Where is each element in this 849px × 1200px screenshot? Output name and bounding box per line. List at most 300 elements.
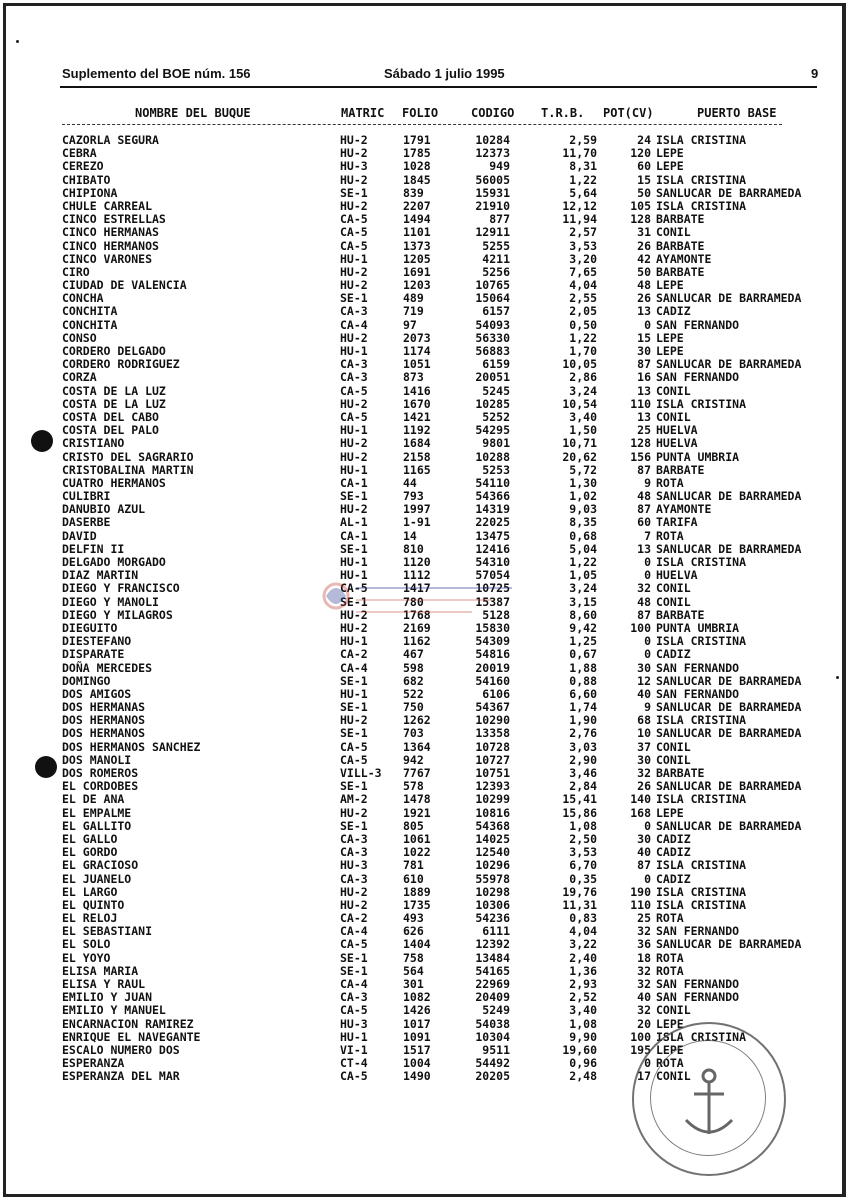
codigo-cell: 10296	[475, 858, 510, 873]
port-cell: ISLA CRISTINA	[656, 897, 747, 912]
pot-cell: 105	[630, 198, 651, 213]
port-cell: SAN FERNANDO	[656, 660, 740, 675]
pot-cell: 0	[644, 871, 651, 886]
matric-cell: CA-3	[340, 831, 368, 846]
vessel-name: CORDERO DELGADO	[62, 344, 166, 358]
trb-cell: 2,55	[569, 291, 597, 306]
folio-cell: 1082	[403, 990, 431, 1005]
port-cell: CADIZ	[656, 647, 691, 662]
matric-cell: HU-3	[340, 858, 368, 873]
table-row	[0, 187, 849, 200]
trb-cell: 1,22	[569, 172, 597, 187]
pot-cell: 0	[644, 647, 651, 662]
port-cell: SANLUCAR DE BARRAMEDA	[656, 185, 802, 200]
trb-cell: 12,12	[562, 198, 597, 213]
pot-cell: 156	[630, 449, 651, 464]
scan-speck	[836, 676, 839, 679]
trb-cell: 2,93	[569, 977, 597, 991]
trb-cell: 0,35	[569, 871, 597, 886]
anchor-icon	[634, 1024, 784, 1174]
vessel-name: DOS AMIGOS	[62, 686, 132, 701]
vessel-name: DOS HERMANOS	[62, 713, 146, 728]
trb-cell: 0,67	[569, 647, 597, 662]
port-cell: ISLA CRISTINA	[656, 198, 747, 213]
port-cell: CONIL	[656, 581, 691, 596]
port-cell: SANLUCAR DE BARRAMEDA	[656, 673, 802, 688]
vessel-name: CONCHITA	[62, 304, 118, 319]
pot-cell: 10	[637, 726, 651, 741]
table-row	[0, 820, 849, 833]
pot-cell: 25	[637, 423, 651, 438]
folio-cell: 1404	[403, 937, 431, 952]
pot-cell: 30	[637, 752, 651, 767]
vessel-name: EL GALLITO	[62, 818, 132, 833]
folio-cell: 1785	[403, 146, 431, 161]
trb-cell: 1,30	[569, 475, 597, 490]
codigo-cell: 10285	[475, 396, 510, 411]
vessel-name: EL DE ANA	[62, 792, 125, 807]
port-cell: SANLUCAR DE BARRAMEDA	[656, 700, 802, 715]
folio-cell: 1192	[403, 423, 431, 438]
pot-cell: 48	[637, 594, 651, 609]
folio-cell: 1889	[403, 884, 431, 899]
matric-cell: SE-1	[340, 541, 368, 556]
codigo-cell: 56330	[475, 330, 510, 345]
matric-cell: SE-1	[340, 489, 368, 504]
pot-cell: 0	[644, 818, 651, 833]
port-cell: CONIL	[656, 752, 691, 767]
table-row	[0, 385, 849, 398]
port-cell: SAN FERNANDO	[656, 977, 740, 991]
pot-cell: 24	[637, 133, 651, 147]
pot-cell: 0	[644, 568, 651, 583]
trb-cell: 3,40	[569, 409, 597, 424]
folio-cell: 1120	[403, 555, 431, 569]
pot-cell: 168	[630, 805, 651, 820]
matric-cell: HU-1	[340, 568, 368, 583]
vessel-name: CEREZO	[62, 159, 104, 174]
trb-cell: 5,04	[569, 541, 597, 556]
trb-cell: 11,31	[562, 897, 597, 912]
port-cell: AYAMONTE	[656, 502, 712, 517]
trb-cell: 1,74	[569, 700, 597, 715]
matric-cell: HU-1	[340, 423, 368, 438]
folio-cell: 1921	[403, 805, 431, 820]
pot-cell: 0	[644, 317, 651, 332]
archive-watermark	[322, 566, 522, 636]
table-row	[0, 160, 849, 173]
vessel-name: EL CORDOBES	[62, 779, 139, 794]
trb-cell: 19,76	[562, 884, 597, 899]
vessel-name: DASERBE	[62, 515, 111, 530]
folio-cell: 750	[403, 700, 424, 715]
matric-cell: CA-3	[340, 304, 368, 319]
folio-cell: 1494	[403, 212, 431, 227]
matric-cell: SE-1	[340, 726, 368, 741]
codigo-cell: 10725	[475, 581, 510, 596]
port-cell: BARBATE	[656, 212, 705, 227]
codigo-cell: 56005	[475, 172, 510, 187]
trb-cell: 10,54	[562, 396, 597, 411]
matric-cell: CA-3	[340, 990, 368, 1005]
trb-cell: 3,15	[569, 594, 597, 609]
codigo-cell: 54038	[475, 1016, 510, 1031]
matric-cell: CA-5	[340, 739, 368, 754]
punch-hole	[31, 430, 53, 452]
matric-cell: HU-2	[340, 620, 368, 635]
codigo-cell: 15931	[475, 185, 510, 200]
folio-cell: 467	[403, 647, 424, 662]
table-row	[0, 741, 849, 754]
folio-cell: 942	[403, 752, 424, 767]
port-cell: PUNTA UMBRIA	[656, 449, 740, 464]
matric-cell: SE-1	[340, 291, 368, 306]
vessel-name: EL YOYO	[62, 950, 111, 965]
trb-cell: 3,53	[569, 238, 597, 253]
vessel-name: CIUDAD DE VALENCIA	[62, 278, 187, 293]
codigo-cell: 6106	[482, 686, 510, 701]
matric-cell: CA-5	[340, 383, 368, 398]
folio-cell: 2073	[403, 330, 431, 345]
vessel-name: ELISA Y RAUL	[62, 977, 146, 991]
trb-cell: 8,60	[569, 607, 597, 622]
pot-cell: 195	[630, 1042, 651, 1057]
port-cell: SAN FERNANDO	[656, 990, 740, 1005]
vessel-name: ENRIQUE EL NAVEGANTE	[62, 1029, 201, 1044]
pot-cell: 30	[637, 344, 651, 358]
vessel-name: DELFIN II	[62, 541, 125, 556]
matric-cell: HU-2	[340, 713, 368, 728]
pot-cell: 50	[637, 264, 651, 279]
trb-cell: 0,68	[569, 528, 597, 543]
port-cell: SAN FERNANDO	[656, 317, 740, 332]
folio-cell: 1416	[403, 383, 431, 398]
pot-cell: 128	[630, 436, 651, 451]
pot-cell: 0	[644, 555, 651, 569]
folio-cell: 758	[403, 950, 424, 965]
vessel-name: CORZA	[62, 370, 97, 385]
table-row	[0, 807, 849, 820]
vessel-name: EL EMPALME	[62, 805, 132, 820]
vessel-name: CEBRA	[62, 146, 97, 161]
trb-cell: 2,05	[569, 304, 597, 319]
vessel-name: EL RELOJ	[62, 911, 118, 926]
trb-cell: 6,60	[569, 686, 597, 701]
codigo-cell: 10299	[475, 792, 510, 807]
matric-cell: HU-1	[340, 686, 368, 701]
port-cell: BARBATE	[656, 264, 705, 279]
trb-cell: 0,88	[569, 673, 597, 688]
trb-cell: 1,36	[569, 963, 597, 978]
codigo-cell: 54165	[475, 963, 510, 978]
vessel-name: EL QUINTO	[62, 897, 125, 912]
pot-cell: 13	[637, 409, 651, 424]
trb-cell: 8,35	[569, 515, 597, 530]
matric-cell: CA-1	[340, 475, 368, 490]
folio-cell: 839	[403, 185, 424, 200]
matric-cell: SE-1	[340, 963, 368, 978]
vessel-name: DANUBIO AZUL	[62, 502, 146, 517]
vessel-name: EL SOLO	[62, 937, 111, 952]
vessel-name: EL JUANELO	[62, 871, 132, 886]
port-cell: ISLA CRISTINA	[656, 133, 747, 147]
folio-cell: 44	[403, 475, 417, 490]
trb-cell: 9,42	[569, 620, 597, 635]
pot-cell: 87	[637, 858, 651, 873]
port-cell: SANLUCAR DE BARRAMEDA	[656, 937, 802, 952]
codigo-cell: 54236	[475, 911, 510, 926]
folio-cell: 1262	[403, 713, 431, 728]
vessel-name: DIEGO Y MILAGROS	[62, 607, 173, 622]
folio-cell: 719	[403, 304, 424, 319]
matric-cell: HU-2	[340, 449, 368, 464]
folio-cell: 626	[403, 924, 424, 939]
folio-cell: 1205	[403, 251, 431, 266]
matric-cell: CA-4	[340, 924, 368, 939]
port-cell: SAN FERNANDO	[656, 924, 740, 939]
pot-cell: 0	[644, 634, 651, 649]
folio-cell: 14	[403, 528, 417, 543]
trb-cell: 10,71	[562, 436, 597, 451]
port-cell: BARBATE	[656, 766, 705, 780]
table-row	[0, 226, 849, 239]
matric-cell: CA-4	[340, 977, 368, 991]
port-cell: ISLA CRISTINA	[656, 858, 747, 873]
port-cell: ISLA CRISTINA	[656, 555, 747, 569]
codigo-cell: 13475	[475, 528, 510, 543]
trb-cell: 2,90	[569, 752, 597, 767]
pot-cell: 36	[637, 937, 651, 952]
codigo-cell: 10284	[475, 133, 510, 147]
codigo-cell: 5249	[482, 1003, 510, 1018]
vessel-name: EL GALLO	[62, 831, 118, 846]
pot-cell: 190	[630, 884, 651, 899]
table-row	[0, 174, 849, 187]
matric-cell: HU-2	[340, 264, 368, 279]
port-cell: PUNTA UMBRIA	[656, 620, 740, 635]
pot-cell: 32	[637, 924, 651, 939]
table-row	[0, 1004, 849, 1017]
matric-cell: SE-1	[340, 779, 368, 794]
matric-cell: VI-1	[340, 1042, 368, 1057]
port-cell: BARBATE	[656, 462, 705, 477]
port-cell: CADIZ	[656, 871, 691, 886]
codigo-cell: 14319	[475, 502, 510, 517]
folio-cell: 598	[403, 660, 424, 675]
table-row	[0, 873, 849, 886]
port-cell: LEPE	[656, 344, 684, 358]
table-row	[0, 292, 849, 305]
matric-cell: HU-3	[340, 159, 368, 174]
pot-cell: 40	[637, 686, 651, 701]
codigo-cell: 5128	[482, 607, 510, 622]
matric-cell: HU-1	[340, 634, 368, 649]
trb-cell: 3,53	[569, 845, 597, 860]
pot-cell: 7	[644, 528, 651, 543]
port-cell: ISLA CRISTINA	[656, 792, 747, 807]
folio-cell: 682	[403, 673, 424, 688]
federation-stamp	[632, 1022, 786, 1176]
vessel-name: CONCHA	[62, 291, 104, 306]
codigo-cell: 10728	[475, 739, 510, 754]
pot-cell: 60	[637, 515, 651, 530]
port-cell: SANLUCAR DE BARRAMEDA	[656, 489, 802, 504]
vessel-name: DOÑA MERCEDES	[62, 660, 153, 675]
trb-cell: 6,70	[569, 858, 597, 873]
trb-cell: 0,96	[569, 1056, 597, 1071]
vessel-name: DOS ROMEROS	[62, 766, 139, 780]
codigo-cell: 14025	[475, 831, 510, 846]
port-cell: CONIL	[656, 739, 691, 754]
port-cell: ISLA CRISTINA	[656, 172, 747, 187]
folio-cell: 1112	[403, 568, 431, 583]
table-row	[0, 952, 849, 965]
pot-cell: 32	[637, 977, 651, 991]
folio-cell: 1364	[403, 739, 431, 754]
column-header-rule	[62, 124, 782, 125]
matric-cell: HU-2	[340, 607, 368, 622]
port-cell: ISLA CRISTINA	[656, 713, 747, 728]
port-cell: ROTA	[656, 911, 684, 926]
codigo-cell: 12392	[475, 937, 510, 952]
trb-cell: 3,24	[569, 581, 597, 596]
folio-cell: 1768	[403, 607, 431, 622]
folio-cell: 522	[403, 686, 424, 701]
table-row	[0, 899, 849, 912]
matric-cell: CA-2	[340, 647, 368, 662]
codigo-cell: 12373	[475, 146, 510, 161]
codigo-cell: 12540	[475, 845, 510, 860]
port-cell: SAN FERNANDO	[656, 686, 740, 701]
trb-cell: 3,24	[569, 383, 597, 398]
folio-cell: 1004	[403, 1056, 431, 1071]
codigo-cell: 10816	[475, 805, 510, 820]
pot-cell: 32	[637, 963, 651, 978]
matric-cell: CA-3	[340, 370, 368, 385]
vessel-name: CAZORLA SEGURA	[62, 133, 159, 147]
column-header-puerto: PUERTO BASE	[697, 106, 777, 120]
codigo-cell: 54310	[475, 555, 510, 569]
matric-cell: SE-1	[340, 185, 368, 200]
codigo-cell: 54816	[475, 647, 510, 662]
matric-cell: HU-1	[340, 344, 368, 358]
trb-cell: 3,03	[569, 739, 597, 754]
trb-cell: 19,60	[562, 1042, 597, 1057]
pot-cell: 9	[644, 700, 651, 715]
vessel-name: CINCO HERMANOS	[62, 238, 159, 253]
folio-cell: 610	[403, 871, 424, 886]
pot-cell: 13	[637, 541, 651, 556]
folio-cell: 1426	[403, 1003, 431, 1018]
port-cell: HUELVA	[656, 568, 698, 583]
codigo-cell: 54093	[475, 317, 510, 332]
matric-cell: HU-2	[340, 436, 368, 451]
vessel-name: CIRO	[62, 264, 90, 279]
column-header-trb: T.R.B.	[541, 106, 585, 120]
publication-header: Suplemento del BOE núm. 156	[62, 66, 251, 81]
table-row	[0, 675, 849, 688]
codigo-cell: 15830	[475, 620, 510, 635]
table-row	[0, 635, 849, 648]
port-cell: SANLUCAR DE BARRAMEDA	[656, 541, 802, 556]
codigo-cell: 4211	[482, 251, 510, 266]
folio-cell: 805	[403, 818, 424, 833]
port-cell: CONIL	[656, 1003, 691, 1018]
matric-cell: HU-2	[340, 897, 368, 912]
vessel-name: EL SEBASTIANI	[62, 924, 153, 939]
codigo-cell: 20051	[475, 370, 510, 385]
pot-cell: 100	[630, 1029, 651, 1044]
codigo-cell: 877	[489, 212, 510, 227]
codigo-cell: 54110	[475, 475, 510, 490]
table-row	[0, 938, 849, 951]
port-cell: ROTA	[656, 528, 684, 543]
matric-cell: CA-3	[340, 871, 368, 886]
vessel-name: DOMINGO	[62, 673, 111, 688]
vessel-name: EMILIO Y MANUEL	[62, 1003, 166, 1018]
folio-cell: 301	[403, 977, 424, 991]
port-cell: LEPE	[656, 330, 684, 345]
matric-cell: SE-1	[340, 950, 368, 965]
codigo-cell: 10288	[475, 449, 510, 464]
codigo-cell: 949	[489, 159, 510, 174]
codigo-cell: 57054	[475, 568, 510, 583]
matric-cell: HU-1	[340, 462, 368, 477]
pot-cell: 32	[637, 766, 651, 780]
header-rule	[60, 86, 817, 88]
vessel-name: ESPERANZA	[62, 1056, 125, 1071]
table-row	[0, 253, 849, 266]
codigo-cell: 54492	[475, 1056, 510, 1071]
matric-cell: CA-3	[340, 845, 368, 860]
matric-cell: HU-2	[340, 396, 368, 411]
matric-cell: HU-1	[340, 251, 368, 266]
folio-cell: 1490	[403, 1069, 431, 1084]
trb-cell: 8,31	[569, 159, 597, 174]
port-cell: CADIZ	[656, 304, 691, 319]
pot-cell: 140	[630, 792, 651, 807]
table-row	[0, 464, 849, 477]
table-row	[0, 240, 849, 253]
codigo-cell: 5252	[482, 409, 510, 424]
folio-cell: 1684	[403, 436, 431, 451]
vessel-name: CINCO VARONES	[62, 251, 153, 266]
port-cell: TARIFA	[656, 515, 698, 530]
folio-cell: 873	[403, 370, 424, 385]
codigo-cell: 54366	[475, 489, 510, 504]
trb-cell: 3,22	[569, 937, 597, 952]
vessel-name: DOS HERMANOS	[62, 726, 146, 741]
trb-cell: 2,86	[569, 370, 597, 385]
codigo-cell: 10306	[475, 897, 510, 912]
trb-cell: 2,40	[569, 950, 597, 965]
pot-cell: 100	[630, 620, 651, 635]
codigo-cell: 54309	[475, 634, 510, 649]
folio-cell: 7767	[403, 766, 431, 780]
pot-cell: 48	[637, 278, 651, 293]
matric-cell: CT-4	[340, 1056, 368, 1071]
column-header-pot: POT(CV)	[603, 106, 654, 120]
port-cell: BARBATE	[656, 607, 705, 622]
pot-cell: 0	[644, 1056, 651, 1071]
matric-cell: HU-2	[340, 278, 368, 293]
codigo-cell: 55978	[475, 871, 510, 886]
column-header-name: NOMBRE DEL BUQUE	[135, 106, 251, 120]
vessel-name: CORDERO RODRIGUEZ	[62, 357, 180, 372]
codigo-cell: 13484	[475, 950, 510, 965]
table-row	[0, 530, 849, 543]
trb-cell: 0,83	[569, 911, 597, 926]
